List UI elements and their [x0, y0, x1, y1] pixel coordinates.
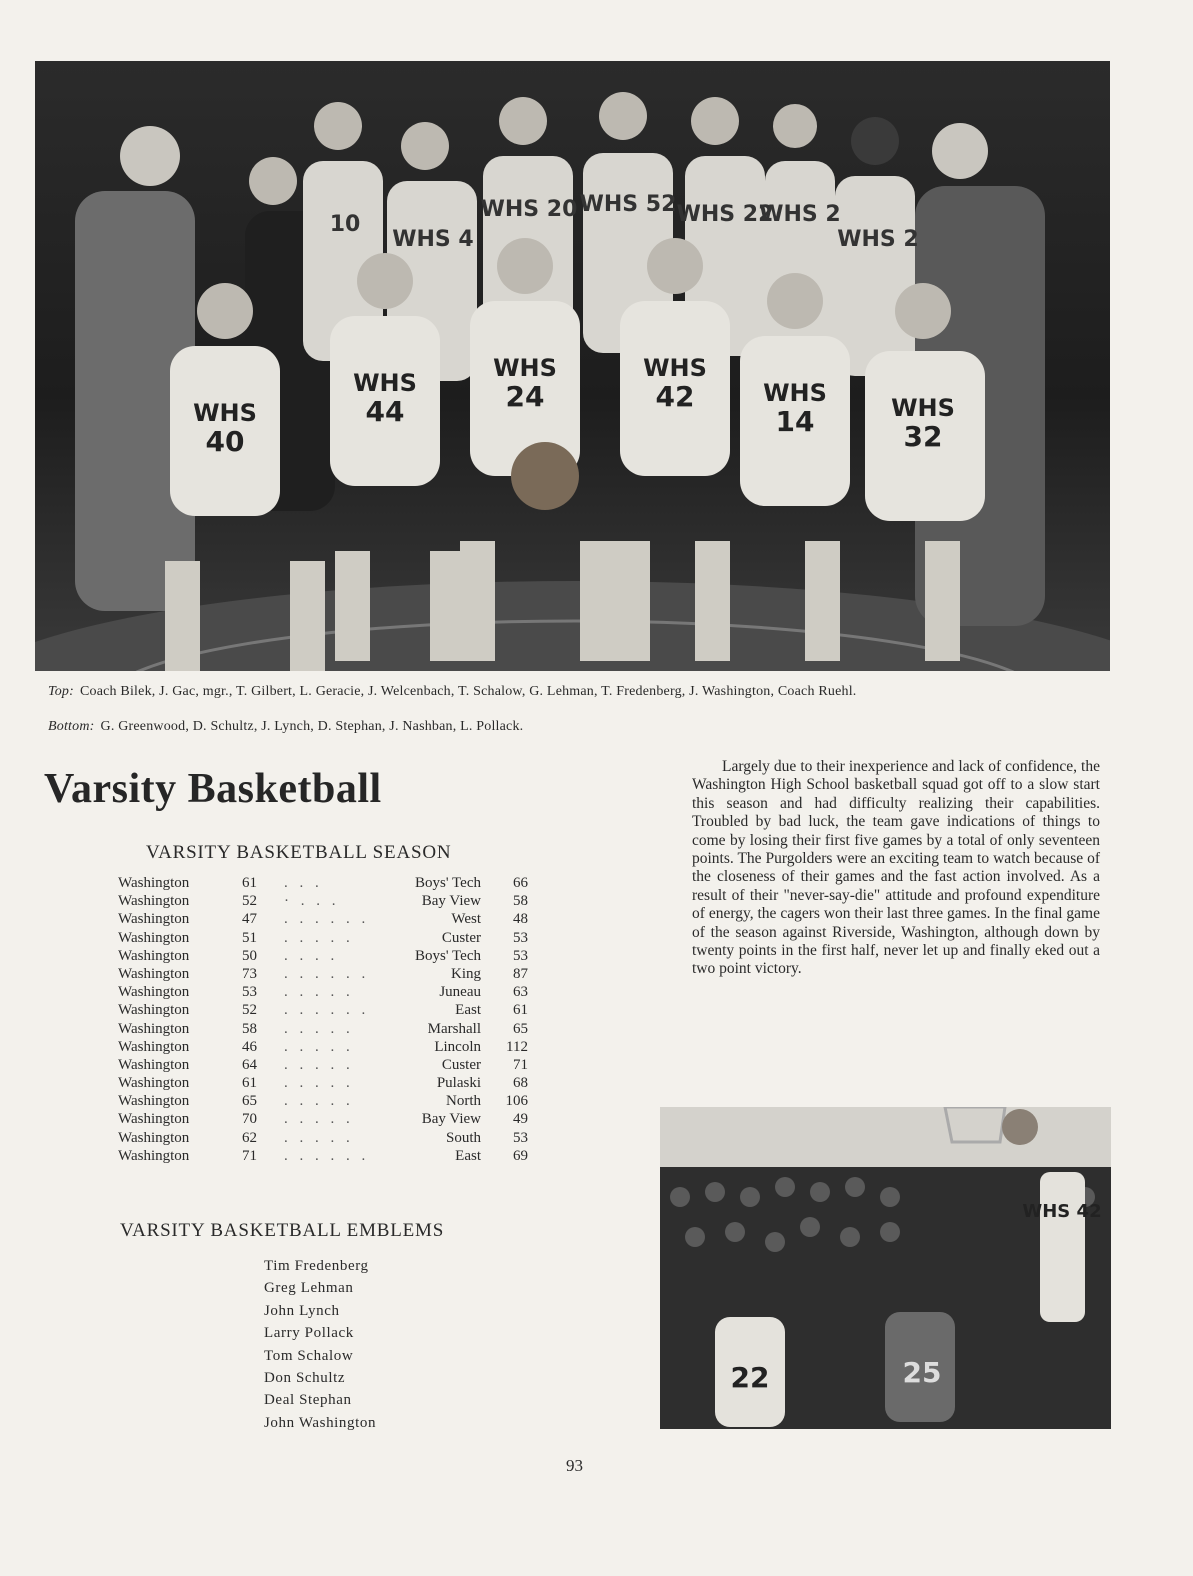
- schedule-row: [118, 1056, 538, 1074]
- schedule-score: 53: [242, 984, 257, 1001]
- schedule-dots: . . . . . .: [284, 965, 370, 982]
- schedule-team: Washington: [118, 1075, 190, 1092]
- schedule-dots: . . . . .: [284, 1038, 354, 1055]
- emblem-name: John Washington: [264, 1414, 377, 1431]
- jersey-front-6-num: 32: [903, 420, 943, 453]
- emblems-list: [264, 1255, 376, 1434]
- jersey-back-2: WHS 4: [392, 227, 474, 252]
- schedule-opponent: East: [455, 1002, 481, 1019]
- jersey-front-5-text: WHS: [763, 379, 827, 407]
- schedule-row: [118, 965, 538, 983]
- schedule-opponent: West: [451, 911, 481, 928]
- schedule-opponent-score: 61: [513, 1002, 528, 1019]
- schedule-team: Washington: [118, 1111, 190, 1128]
- jersey-front-1-text: WHS: [193, 399, 257, 427]
- schedule-dots: . . . . .: [284, 1020, 354, 1037]
- schedule-row: [118, 1129, 538, 1147]
- schedule-row: [118, 892, 538, 910]
- caption-top-text: Coach Bilek, J. Gac, mgr., T. Gilbert, L. Geracie, J. Welcenbach, T. Schalow, G. Lehman, T. Fredenberg, J. Washington, Coach Ruehl.: [79, 684, 857, 699]
- schedule-dots: . . . . .: [284, 1129, 354, 1146]
- schedule-dots: . . . . . .: [284, 911, 370, 928]
- team-photo: [35, 61, 1110, 671]
- jersey-front-3-text: WHS: [493, 354, 557, 382]
- action-photo: [660, 1107, 1111, 1429]
- schedule-score: 61: [242, 1075, 257, 1092]
- schedule-team: Washington: [118, 1002, 190, 1019]
- schedule-row: [118, 910, 538, 928]
- schedule-opponent-score: 106: [505, 1093, 528, 1110]
- schedule-opponent-score: 65: [513, 1020, 528, 1037]
- jersey-front-6-text: WHS: [891, 394, 955, 422]
- jersey-front-2-num: 44: [365, 395, 405, 428]
- schedule-dots: . . . . . .: [284, 1147, 370, 1164]
- schedule-team: Washington: [118, 1020, 190, 1037]
- caption-top-label: Top:: [48, 684, 74, 699]
- schedule-opponent: Lincoln: [434, 1038, 481, 1055]
- action-jersey-2: 22: [730, 1361, 770, 1394]
- jersey-front-4-num: 42: [655, 380, 695, 413]
- season-schedule: [118, 874, 538, 1165]
- emblem-name: Larry Pollack: [264, 1325, 354, 1342]
- page-title: Varsity Basketball: [44, 766, 382, 812]
- schedule-opponent: East: [455, 1147, 481, 1164]
- schedule-opponent-score: 87: [513, 965, 528, 982]
- schedule-dots: · . . .: [284, 893, 340, 910]
- jersey-back-4: WHS 52: [579, 192, 677, 217]
- jersey-front-1-num: 40: [205, 425, 245, 458]
- emblems-heading: VARSITY BASKETBALL EMBLEMS: [120, 1220, 445, 1241]
- jersey-back-7: WHS 2: [837, 227, 919, 252]
- schedule-team: Washington: [118, 984, 190, 1001]
- schedule-score: 52: [242, 1002, 257, 1019]
- emblem-name: Tim Fredenberg: [264, 1258, 369, 1274]
- action-photo-illustration: [660, 1107, 1111, 1429]
- schedule-row: [118, 1092, 538, 1110]
- jersey-back-3: WHS 20: [480, 197, 578, 222]
- schedule-score: 73: [242, 965, 257, 982]
- jersey-front-4-text: WHS: [643, 354, 707, 382]
- schedule-opponent-score: 53: [513, 929, 528, 946]
- schedule-team: Washington: [118, 893, 190, 910]
- schedule-opponent: Marshall: [427, 1020, 481, 1037]
- schedule-dots: . . . . .: [284, 1093, 354, 1110]
- schedule-score: 64: [242, 1056, 257, 1073]
- schedule-team: Washington: [118, 1093, 190, 1110]
- schedule-score: 58: [242, 1020, 257, 1037]
- schedule-score: 61: [242, 875, 257, 891]
- schedule-opponent-score: 58: [513, 893, 528, 910]
- schedule-row: [118, 1147, 538, 1165]
- caption-bottom-text: G. Greenwood, D. Schultz, J. Lynch, D. Stephan, J. Nashban, L. Pollack.: [100, 719, 524, 734]
- jersey-front-3-num: 24: [505, 380, 545, 413]
- action-jersey-3: 25: [902, 1356, 942, 1389]
- emblem-name: John Lynch: [264, 1302, 340, 1319]
- schedule-score: 51: [242, 929, 257, 946]
- schedule-dots: . . . . . .: [284, 1002, 370, 1019]
- schedule-dots: . . . . .: [284, 1111, 354, 1128]
- schedule-row: [118, 1001, 538, 1019]
- schedule-score: 47: [242, 911, 257, 928]
- jersey-front-5-num: 14: [775, 405, 815, 438]
- jersey-back-5: WHS 22: [676, 202, 774, 227]
- emblem-name: Greg Lehman: [264, 1280, 354, 1297]
- schedule-opponent-score: 49: [513, 1111, 528, 1128]
- schedule-row: [118, 929, 538, 947]
- jersey-back-1: 10: [329, 212, 361, 237]
- schedule-row: [118, 874, 538, 892]
- photo-caption-bottom: [48, 719, 1108, 734]
- schedule-opponent: King: [451, 965, 481, 982]
- schedule-opponent-score: 53: [513, 1129, 528, 1146]
- schedule-dots: . . . . .: [284, 929, 354, 946]
- schedule-opponent: North: [446, 1093, 481, 1110]
- emblem-name: Tom Schalow: [264, 1347, 354, 1364]
- photo-caption-top: [48, 684, 1108, 699]
- schedule-opponent-score: 112: [506, 1038, 528, 1055]
- schedule-dots: . . . . .: [284, 1075, 354, 1092]
- schedule-dots: . . . . .: [284, 984, 354, 1001]
- schedule-score: 65: [242, 1093, 257, 1110]
- jersey-front-2-text: WHS: [353, 369, 417, 397]
- schedule-row: [118, 1038, 538, 1056]
- schedule-opponent-score: 53: [513, 947, 528, 964]
- team-photo-illustration: [35, 61, 1110, 671]
- schedule-opponent: Bay View: [421, 1111, 481, 1128]
- schedule-row: [118, 1110, 538, 1128]
- schedule-score: 52: [242, 893, 257, 910]
- schedule-team: Washington: [118, 1147, 190, 1164]
- schedule-team: Washington: [118, 1129, 190, 1146]
- schedule-opponent: Bay View: [421, 893, 481, 910]
- schedule-team: Washington: [118, 929, 190, 946]
- schedule-score: 70: [242, 1111, 257, 1128]
- schedule-row: [118, 983, 538, 1001]
- schedule-row: [118, 1074, 538, 1092]
- schedule-team: Washington: [118, 911, 190, 928]
- schedule-opponent-score: 48: [513, 911, 528, 928]
- season-heading: VARSITY BASKETBALL SEASON: [146, 842, 452, 863]
- schedule-opponent: Pulaski: [436, 1075, 481, 1092]
- article-text: Largely due to their inexperience and lack of confidence, the Washington High School basketball squad got off to a slow start this season and had difficulty realizing their capabilities. Troubled by bad luck, the team gave indications of things to come by losing their first five games by a total of only seventeen points. The Purgolders were an exciting team to watch because of the closeness of their games and the fast action involved. As a result of their "never-say-die" attitude and profound expenditure of energy, the cagers won their last three games. In the final game of the season against Riverside, Washington, although down by twenty points in the first half, never let up and finally eked out a two point victory.: [692, 758, 1100, 978]
- schedule-score: 62: [242, 1129, 257, 1146]
- schedule-score: 50: [242, 947, 257, 964]
- emblem-name: Don Schultz: [264, 1370, 346, 1387]
- schedule-row: [118, 1020, 538, 1038]
- schedule-opponent-score: 68: [513, 1075, 528, 1092]
- schedule-team: Washington: [118, 1056, 190, 1073]
- schedule-opponent-score: 63: [513, 984, 528, 1001]
- jersey-back-6: WHS 2: [759, 202, 841, 227]
- schedule-opponent: Custer: [441, 929, 481, 946]
- schedule-score: 71: [242, 1147, 257, 1164]
- emblem-name: Deal Stephan: [264, 1392, 352, 1409]
- page-number: 93: [566, 1456, 583, 1475]
- schedule-team: Washington: [118, 875, 190, 891]
- schedule-opponent: Boys' Tech: [415, 875, 481, 891]
- schedule-row: [118, 947, 538, 965]
- schedule-opponent-score: 66: [513, 875, 528, 891]
- schedule-opponent: Boys' Tech: [415, 947, 481, 964]
- schedule-opponent-score: 71: [513, 1056, 528, 1073]
- schedule-dots: . . .: [284, 875, 323, 891]
- schedule-team: Washington: [118, 947, 190, 964]
- schedule-opponent: Juneau: [439, 984, 481, 1001]
- action-jersey-1: WHS 42: [1022, 1201, 1102, 1222]
- schedule-score: 46: [242, 1038, 257, 1055]
- caption-bottom-label: Bottom:: [48, 719, 95, 734]
- schedule-team: Washington: [118, 965, 190, 982]
- schedule-opponent: South: [445, 1129, 481, 1146]
- schedule-dots: . . . .: [284, 947, 339, 964]
- schedule-opponent: Custer: [441, 1056, 481, 1073]
- schedule-dots: . . . . .: [284, 1056, 354, 1073]
- schedule-team: Washington: [118, 1038, 190, 1055]
- schedule-opponent-score: 69: [513, 1147, 528, 1164]
